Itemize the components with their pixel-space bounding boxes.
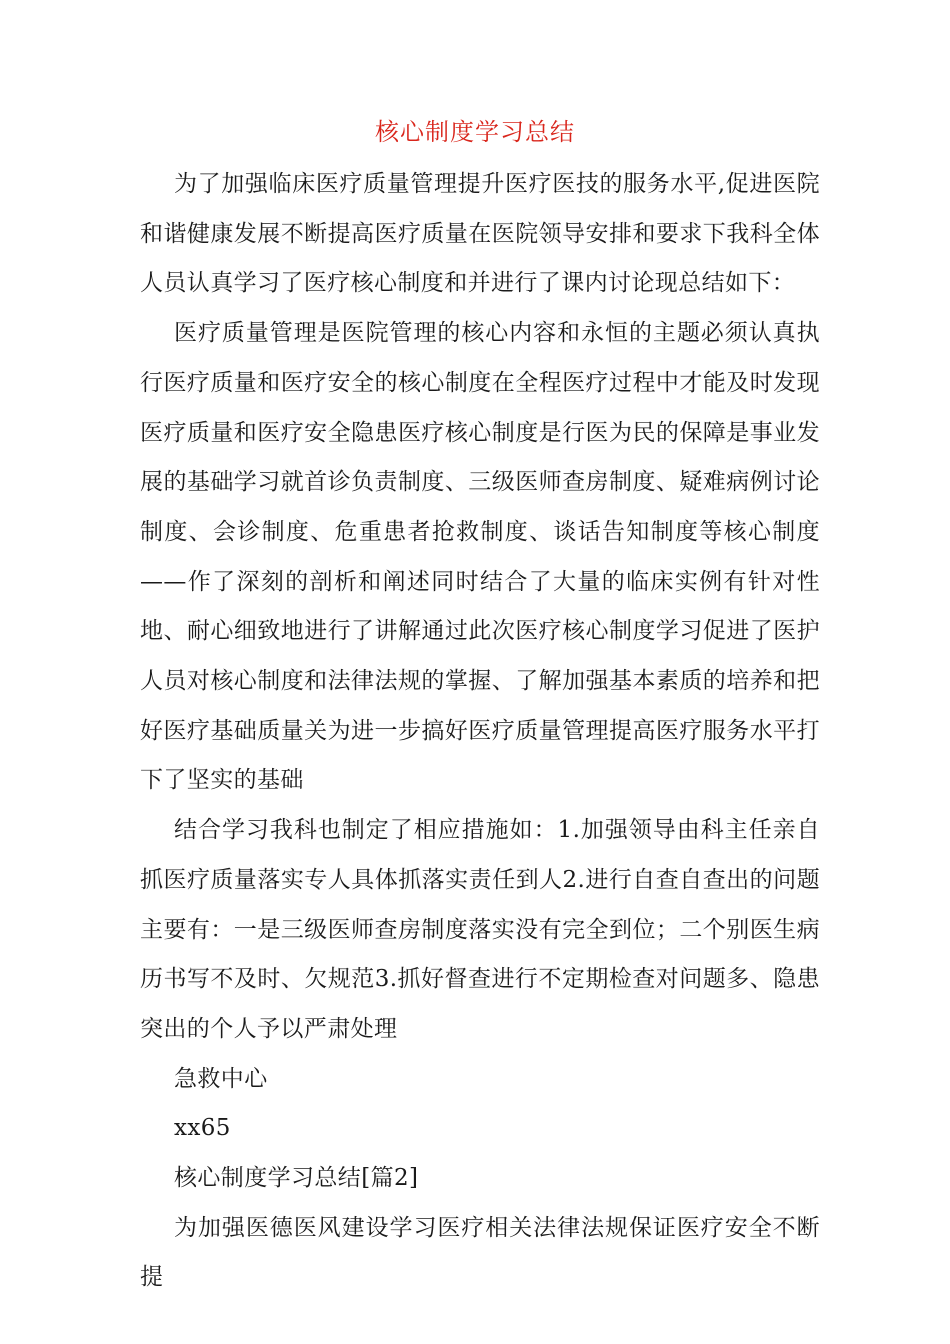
- paragraph-quality-management: 医疗质量管理是医院管理的核心内容和永恒的主题必须认真执行医疗质量和医疗安全的核心制度在全程医疗过程中才能及时发现医疗质量和医疗安全隐患医疗核心制度是行医为民的保障是事业发展的基础学习就首诊负责制度、三级医师查房制度、疑难病例讨论制度、会诊制度、危重患者抢救制度、谈话告知制度等核心制度——作了深刻的剖析和阐述同时结合了大量的临床实例有针对性地、耐心细致地进行了讲解通过此次医疗核心制度学习促进了医护人员对核心制度和法律法规的掌握、了解加强基本素质的培养和把好医疗基础质量关为进一步搞好医疗质量管理提高医疗服务水平打下了坚实的基础: [140, 320, 820, 794]
- date-line: xx65: [174, 1115, 231, 1142]
- department-name: 急救中心: [174, 1065, 268, 1092]
- paragraph-part2-start: 为加强医德医风建设学习医疗相关法律法规保证医疗安全不断提: [140, 1214, 820, 1291]
- paragraph-intro: 为了加强临床医疗质量管理提升医疗医技的服务水平,促进医院和谐健康发展不断提高医疗质量在医院领导安排和要求下我科全体人员认真学习了医疗核心制度和并进行了课内讨论现总结如下：: [140, 171, 820, 297]
- section-heading-part2: 核心制度学习总结[篇2]: [174, 1165, 419, 1192]
- paragraph-measures: 结合学习我科也制定了相应措施如：1.加强领导由科主任亲自抓医疗质量落实专人具体抓落实责任到人2.进行自查自查出的问题主要有：一是三级医师查房制度落实没有完全到位；二个别医生病历书写不及时、欠规范3.抓好督查进行不定期检查对问题多、隐患突出的个人予以严肃处理: [140, 817, 820, 1042]
- document-body: [140, 160, 820, 1303]
- document-title: 核心制度学习总结: [375, 118, 575, 146]
